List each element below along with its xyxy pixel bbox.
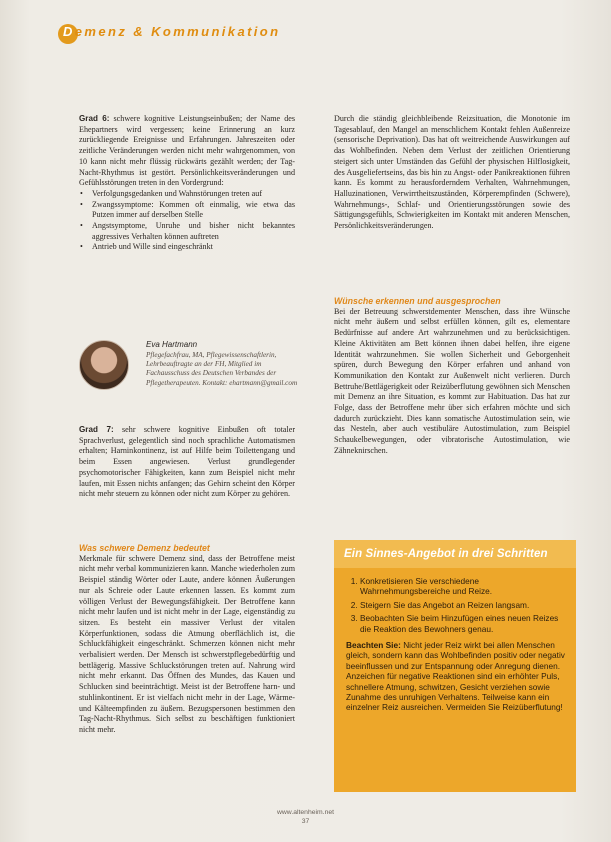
section-paragraph: Bei der Betreuung schwerstdementer Menschen, dass ihre Wünsche nicht mehr äußern und selbst erfüllen können, gilt es, elementare Bedürfnisse auf andere Art wahrzunehmen und zu berücksichtigen. Kleine Aktivitäten am Bett können ihnen dabei helfen, ihre eigene Identität wahrzunehmen. Sie wollen Sicherheit und Geborgenheit spüren, durch Bewegung den Körper erfahren und anhand von Kommunikation den Kontakt zur Außenwelt nicht verlieren. Durch Bettruhe/Bettlägerigkeit oder Reizüberflutung gewöhnen sich Menschen mit Demenz an ihre Situation, es kommt zur Habituation. Das hat zur Folge, dass der Betroffene mehr über sich erfahren möchte und sich dadurch zurückzieht. Dies kann somatische Autostimulation sein, wie das Nesteln, aber auch vestibuläre Autostimulation, zum Beispiel Schaukelbewegungen, oder vibratorische Autostimulation, wie Zähneknirschen. <box>334 306 570 455</box>
footer-url: www.altenheim.net <box>276 809 335 816</box>
grade6-text: schwere kognitive Leistungseinbußen; der Name des Ehepartners wird vergessen; keine Erinnerung an kurz zurückliegende Ereignisse und Erfahrungen. Jahreszeiten oder zeitliche Veränderungen werden nicht mehr wahrgenommen, von 10 kann nicht mehr flüssig rückwärts gezählt werden; der Tag-Nacht-Rhythmus ist gestört. Persönlichkeitsveränderungen und Gefühlsstörungen treten in den Vordergrund: <box>79 114 295 188</box>
section-heading: Wünsche erkennen und ausgesprochen <box>334 296 501 306</box>
page-header <box>0 14 611 50</box>
header-title-rest: emenz & Kommunikation <box>74 24 281 39</box>
section-paragraph: Merkmale für schwere Demenz sind, dass der Betroffene meist nicht mehr verbal kommunizieren kann. Manche wiederholen zum Beispiel ständig Wörter oder Laute, andere können Äußerungen nur als Schreie oder Laute erkennen lassen. Es kommt zum völligen Verlust der Bewegungsfähigkeit. Der Betroffene kann nicht mehr laufen und ist nicht mehr in der Lage, eigenständig zu sitzen. Es besteht ein massiver Verlust der vitalen Körperfunktionen, sodass die Atmung oberflächlich ist, die Schluckfähigkeit eingeschränkt. Schmerzen können nicht mehr verbalisiert werden. Der Mensch ist schwerstpflegebedürftig und bettlägerig. Massive Schluckstörungen treten auf. Nahrung wird nicht mehr erkannt. Das Öffnen des Mundes, das Kauen und Schlucken sind beeinträchtigt. Meist ist der Betroffene harn- und stuhlinkontinent. Er ist vielfach nicht mehr in der Lage, Wärme- und Kälteempfinden zu äußern. Bezugspersonen bestimmen den Tag-Nacht-Rhythmus. Sich selbst zu beschäftigen funktioniert nicht mehr. <box>79 553 295 734</box>
grade7-paragraph <box>79 425 295 500</box>
note-text: Nicht jeder Reiz wirkt bei allen Menschen gleich, sondern kann das Wohlbefinden positiv oder negativ beeinflussen und zur Entspannung oder Anregung dienen. Anzeichen für negative Reaktionen sind ein erhöhter Puls, schnellere Atmung, schwitzen, Gesicht verziehen sowie Zunahme des unruhigen Verhaltens. Teilweise kann ein einzelner Reiz ausreichen. Vermeiden Sie Reizüberflutung! <box>346 640 565 713</box>
note-label: Beachten Sie: <box>346 640 401 651</box>
grade6-paragraph <box>79 114 295 189</box>
left-column-grade6 <box>79 114 295 253</box>
list-item: 3. Beobachten Sie beim Hinzufügen eines neuen Reizes die Reaktion des Bewohners genau. <box>360 613 566 634</box>
page-number: 37 <box>301 818 310 825</box>
list-item: 1. Konkretisieren Sie verschiedene Wahrnehmungsbereiche und Reize. <box>360 576 566 597</box>
author-name: Eva Hartmann <box>146 340 198 349</box>
author-box <box>79 340 307 410</box>
list-item: • Verfolgungsgedanken und Wahnstörungen treten auf <box>89 189 295 200</box>
author-portrait <box>79 340 129 390</box>
left-column-section <box>79 543 295 736</box>
grade6-label: Grad 6: <box>79 114 110 123</box>
info-box-steps <box>334 576 576 634</box>
intro-paragraph: Durch die ständig gleichbleibende Reizsituation, die Monotonie im Tagesablauf, den Mangel an menschlichem Kontakt fehlen Außenreize (sensorische Deprivation). Das hat oft weitreichende Auswirkungen auf das Wohlbefinden. Neben dem Verlust der zeitlichen Orientierung steigert sich unter Umständen das Gefühl der physischen Hilflosigkeit, des Ausgeliefertseins, das bis hin zu Angst- oder Panikreaktionen führen kann. Es kommt zu herausforderndem Verhalten, Wahrnehmungen, Halluzinationen, Verwirrtheitszuständen, Körperempfinden (Schwere), Wahrnehmungs-, Schlaf- und Orientierungsstörungen sowie des Sättigungsgefühls, Schwierigkeiten im Kontakt mit anderen Menschen, Persönlichkeitsveränderungen. <box>334 114 570 231</box>
list-item: • Zwangssymptome: Kommen oft einmalig, wie etwa das Putzen immer auf derselben Stelle <box>89 200 295 221</box>
list-item: 2. Steigern Sie das Angebot an Reizen langsam. <box>360 600 566 610</box>
page-footer <box>0 808 611 826</box>
header-title <box>63 24 281 39</box>
author-bio: Pflegefachfrau, MA, Pflegewissenschaftlerin, Lehrbeauftragte an der FH, Mitglied im Fachausschuss des Deutschen Verbandes der Pflegetherapeuten. Kontakt: ehartmann@gmail.com <box>146 351 298 387</box>
grade7-label: Grad 7: <box>79 425 114 434</box>
header-title-initial: D <box>63 24 75 39</box>
section-heading: Was schwere Demenz bedeutet <box>79 543 210 553</box>
list-item: • Angstsymptome, Unruhe und bisher nicht bekanntes aggressives Verhalten können auftreten <box>89 221 295 242</box>
left-column-grade7 <box>79 425 295 500</box>
right-column-intro <box>334 114 570 232</box>
info-box <box>334 540 576 792</box>
info-box-title: Ein Sinnes-Angebot in drei Schritten <box>334 540 576 568</box>
right-column-section <box>334 296 570 457</box>
info-box-note <box>346 640 566 713</box>
grade7-text: sehr schwere kognitive Einbußen oft totaler Sprachverlust, gelegentlich sind noch sprachliche Automatismen erhalten; Harninkontinenz, ist auf Hilfe beim Toilettengang und beim Essen angewiesen. Verlust grundlegender psychomotorischer Fähigkeiten, kann zum Beispiel nicht mehr laufen, mit Essen nichts anfangen; das Gehirn scheint den Körper nicht mehr steuern zu können oder nicht zum Körper zu gehören. <box>79 425 296 499</box>
list-item: • Antrieb und Wille sind eingeschränkt <box>89 242 295 253</box>
grade6-bullet-list <box>79 189 295 253</box>
